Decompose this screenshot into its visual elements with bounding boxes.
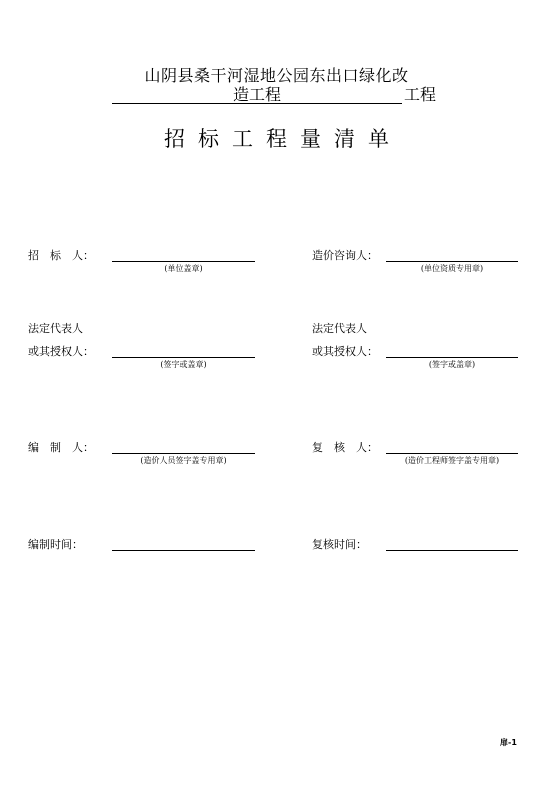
compile-time-label: 编制时间： xyxy=(28,538,83,551)
project-name-suffix: 工程 xyxy=(404,85,437,104)
compile-time-line xyxy=(112,550,255,551)
legal-rep-left-label-bottom: 或其授权人： xyxy=(28,345,94,358)
compiler-signature-line xyxy=(112,453,255,454)
project-name-line1: 山阴县桑干河湿地公园东出口绿化改 xyxy=(144,66,409,85)
compiler-note: (造价人员签字盖专用章) xyxy=(140,456,227,465)
tenderer-note: (单位盖章) xyxy=(164,264,203,273)
legal-rep-left-note: (签字或盖章) xyxy=(160,360,207,369)
legal-rep-right-label-top: 法定代表人 xyxy=(312,322,367,335)
project-name-line2: 造工程 xyxy=(112,86,402,104)
consultant-note: (单位资质专用章) xyxy=(420,264,484,273)
page-number: 扉-1 xyxy=(500,738,517,747)
consultant-signature-line xyxy=(386,261,518,262)
tenderer-signature-line xyxy=(112,261,255,262)
reviewer-signature-line xyxy=(386,453,518,454)
compiler-label: 编 制 人： xyxy=(28,441,94,454)
document-title: 招标工程量清单 xyxy=(164,127,402,151)
reviewer-label: 复 核 人： xyxy=(312,441,378,454)
review-time-label: 复核时间： xyxy=(312,538,367,551)
legal-rep-right-signature-line xyxy=(386,357,518,358)
legal-rep-left-label-top: 法定代表人 xyxy=(28,322,83,335)
legal-rep-right-label-bottom: 或其授权人： xyxy=(312,345,378,358)
legal-rep-right-note: (签字或盖章) xyxy=(428,360,476,369)
review-time-line xyxy=(386,550,518,551)
consultant-label: 造价咨询人： xyxy=(312,249,378,262)
reviewer-note: (造价工程师签字盖专用章) xyxy=(404,456,500,465)
tenderer-label: 招 标 人： xyxy=(28,249,94,262)
legal-rep-left-signature-line xyxy=(112,357,255,358)
